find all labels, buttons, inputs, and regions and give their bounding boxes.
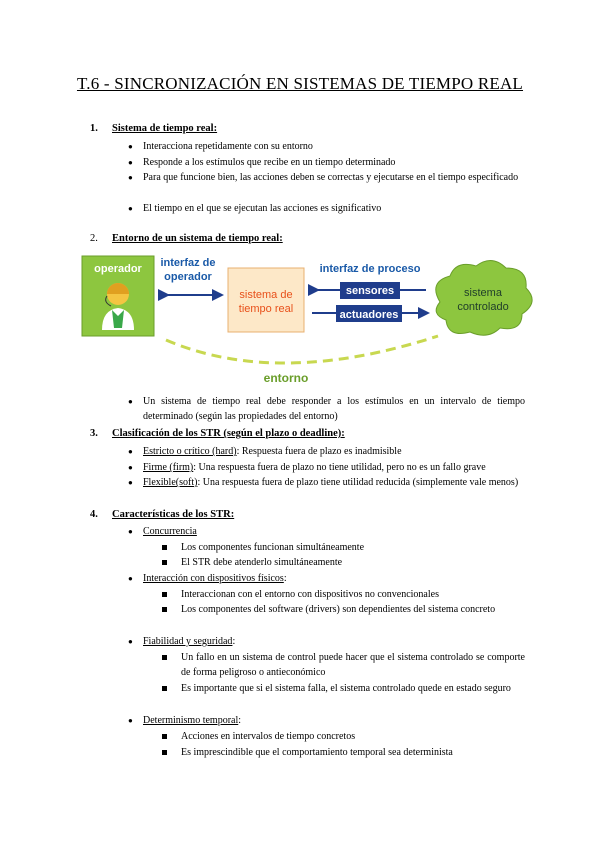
rts-label-1: sistema de [239, 289, 293, 301]
operator-interface-label-2: operador [164, 271, 212, 283]
actuators-label: actuadores [339, 309, 399, 321]
bullet-icon: ● [128, 397, 133, 406]
section-4-heading: 4. Características de los STR: [90, 509, 235, 520]
list-item: ● Un sistema de tiempo real debe responder a los estímulos en un intervalo de tiempo determinado (según las propiedades del entorno) [128, 396, 525, 422]
bullet-icon: ● [128, 447, 133, 456]
bullet-icon: ● [128, 204, 133, 213]
sub-list-item: Es importante que si el sistema falla, el sistema controlado quede en estado seguro [162, 681, 525, 696]
sub-list-item: Los componentes del software (drivers) son dependientes del sistema concreto [162, 602, 525, 617]
sub-list-item: Los componentes funcionan simultáneamente [162, 540, 525, 555]
process-interface-label: interfaz de proceso [319, 263, 421, 275]
list-item: ● Determinismo temporal: [128, 715, 242, 726]
bullet-icon: ● [128, 478, 133, 487]
square-bullet-icon [162, 560, 167, 565]
section-1-heading: 1. Sistema de tiempo real: [90, 123, 218, 134]
section-3-heading: 3. Clasificación de los STR (según el plazo o deadline): [90, 428, 345, 439]
list-item: ● Interacciona repetidamente con su entorno [128, 141, 313, 152]
sub-list-item: El STR debe atenderlo simultáneamente [162, 555, 525, 570]
square-bullet-icon [162, 686, 167, 691]
list-item: ● Para que funcione bien, las acciones deben se correctas y ejecutarse en el tiempo especificado [128, 172, 519, 183]
square-bullet-icon [162, 607, 167, 612]
sub-list-item: Interaccionan con el entorno con dispositivos no convencionales [162, 587, 525, 602]
sub-list-item: Un fallo en un sistema de control puede hacer que el sistema controlado se comporte de forma peligroso o antieconómico [162, 650, 525, 680]
controlled-system-label-2: controlado [457, 301, 509, 313]
list-item: ● Interacción con dispositivos físicos: [128, 573, 287, 584]
environment-boundary [166, 336, 438, 363]
bullet-icon: ● [128, 158, 133, 167]
square-bullet-icon [162, 592, 167, 597]
environment-diagram [78, 252, 538, 388]
section-2-heading: 2. Entorno de un sistema de tiempo real: [90, 233, 283, 244]
list-item: ● El tiempo en el que se ejecutan las acciones es significativo [128, 203, 382, 214]
bullet-icon: ● [128, 574, 133, 583]
page-title: T.6 - SINCRONIZACIÓN EN SISTEMAS DE TIEMPO REAL [76, 74, 524, 93]
square-bullet-icon [162, 655, 167, 660]
list-item: ● Responde a los estímulos que recibe en un tiempo determinado [128, 157, 396, 168]
list-item: ● Firme (firm): Una respuesta fuera de plazo no tiene utilidad, pero no es un fallo grave [128, 462, 486, 473]
environment-label: entorno [263, 371, 309, 385]
list-item: ● Estricto o crítico (hard): Respuesta fuera de plazo es inadmisible [128, 446, 402, 457]
bullet-icon: ● [128, 527, 133, 536]
list-item: ● Flexible(soft): Una respuesta fuera de plazo tiene utilidad reducida (simplemente vale menos) [128, 477, 519, 488]
bullet-icon: ● [128, 716, 133, 725]
controlled-system-label-1: sistema [464, 287, 502, 299]
bullet-icon: ● [128, 463, 133, 472]
sensors-label: sensores [345, 285, 395, 297]
operator-label: operador [94, 263, 142, 275]
rts-label-2: tiempo real [238, 303, 294, 315]
list-item: ● Concurrencia [128, 526, 197, 537]
bullet-icon: ● [128, 142, 133, 151]
sub-list-item: Acciones en intervalos de tiempo concretos [162, 729, 525, 744]
list-item: ● Fiabilidad y seguridad: [128, 636, 236, 647]
operator-interface-label: interfaz de [160, 257, 216, 269]
bullet-icon: ● [128, 637, 133, 646]
bullet-icon: ● [128, 173, 133, 182]
square-bullet-icon [162, 734, 167, 739]
sub-list-item: Es imprescindible que el comportamiento temporal sea determinista [162, 745, 525, 760]
square-bullet-icon [162, 750, 167, 755]
square-bullet-icon [162, 545, 167, 550]
